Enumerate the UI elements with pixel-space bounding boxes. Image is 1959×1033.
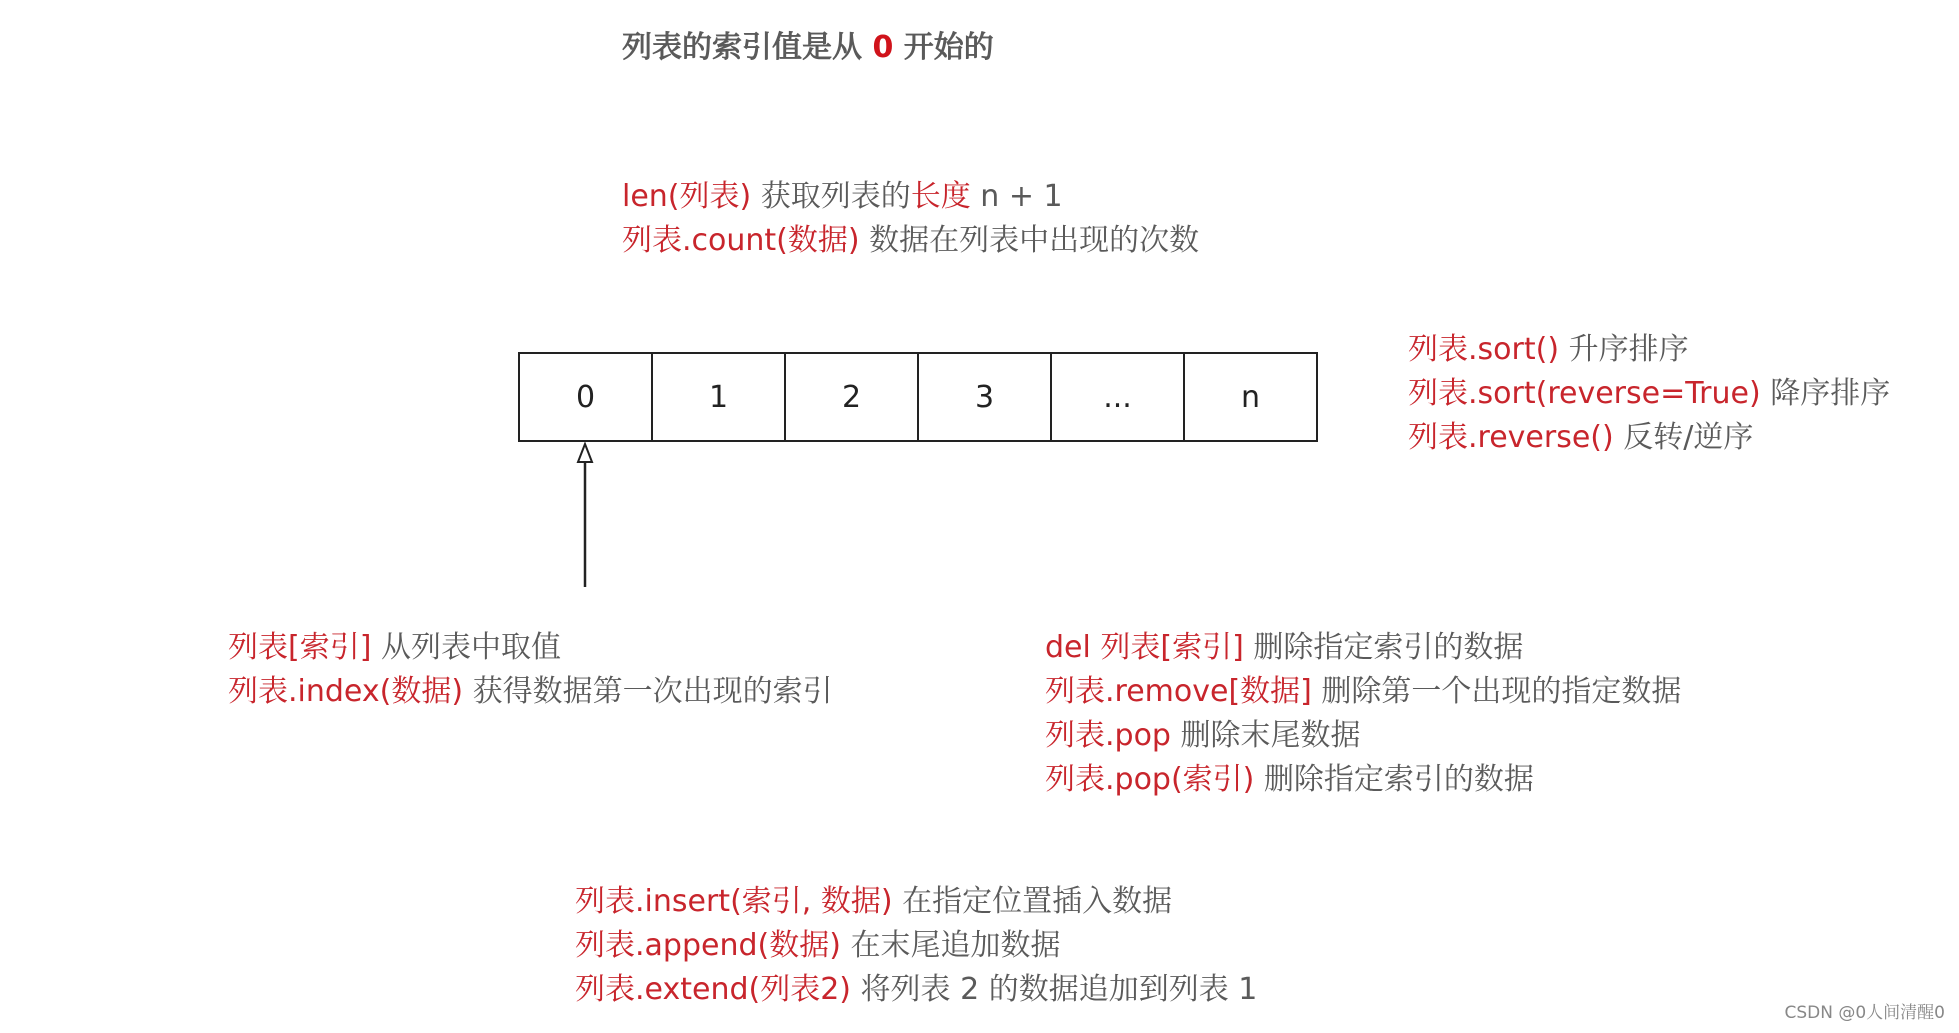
- array-cell: n: [1183, 352, 1318, 442]
- sort-note: [1408, 372, 1890, 416]
- insert-notes: [575, 880, 1257, 1012]
- note-code: 列表.remove[数据]: [1045, 674, 1312, 709]
- index-notes: [228, 626, 833, 714]
- note-code: len(列表): [622, 179, 752, 214]
- note-code: del 列表[索引]: [1045, 630, 1244, 665]
- note-desc: 删除末尾数据: [1170, 718, 1361, 753]
- count-note: [622, 219, 1199, 263]
- insert-note: [575, 968, 1257, 1012]
- array-cell: 2: [784, 352, 919, 442]
- note-desc: 反转/逆序: [1613, 420, 1754, 455]
- delete-note: [1045, 670, 1681, 714]
- note-code: 列表.insert(索引, 数据): [575, 884, 893, 919]
- note-desc: 将列表 2 的数据追加到列表 1: [851, 972, 1258, 1007]
- insert-note: [575, 880, 1257, 924]
- note-code: 列表[索引]: [228, 630, 372, 665]
- delete-notes: [1045, 626, 1681, 802]
- length-notes: [622, 175, 1199, 263]
- delete-note: [1045, 714, 1681, 758]
- note-code: 列表.extend(列表2): [575, 972, 851, 1007]
- sort-note: [1408, 416, 1890, 460]
- note-desc: 获取列表的: [751, 179, 911, 214]
- note-code: 长度: [910, 179, 971, 214]
- array-cell: 3: [917, 352, 1052, 442]
- title-suffix: 开始的: [893, 30, 994, 65]
- array-cell: 1: [651, 352, 786, 442]
- title-prefix: 列表的索引值是从: [622, 30, 873, 65]
- note-desc: 删除指定索引的数据: [1254, 762, 1534, 797]
- length-note: [622, 175, 1199, 219]
- delete-note: [1045, 626, 1681, 670]
- note-desc: 获得数据第一次出现的索引: [463, 674, 833, 709]
- array-cell: 0: [518, 352, 653, 442]
- note-code: 列表.append(数据): [575, 928, 841, 963]
- note-desc: 删除指定索引的数据: [1243, 630, 1524, 665]
- title-highlight: 0: [872, 30, 894, 65]
- insert-note: [575, 924, 1257, 968]
- index-note: [228, 626, 833, 670]
- array-cell: ...: [1050, 352, 1185, 442]
- note-code: 列表.count(数据): [622, 223, 860, 258]
- note-code: 列表.reverse(): [1408, 420, 1614, 455]
- delete-note: [1045, 758, 1681, 802]
- note-code: 列表.index(数据): [228, 674, 464, 709]
- watermark: CSDN @0人间清醒0: [1784, 1003, 1945, 1023]
- note-code: 列表.pop(索引): [1045, 762, 1255, 797]
- note-code: 列表.sort(): [1408, 332, 1560, 367]
- note-desc: 删除第一个出现的指定数据: [1311, 674, 1682, 709]
- index-note: [228, 670, 833, 714]
- index-arrow: [570, 442, 600, 587]
- note-desc: 在指定位置插入数据: [892, 884, 1173, 919]
- note-code: 列表.sort(reverse=True): [1408, 376, 1761, 411]
- note-desc: 升序排序: [1559, 332, 1689, 367]
- sort-note: [1408, 328, 1890, 372]
- note-desc: n + 1: [970, 179, 1063, 214]
- note-desc: 降序排序: [1760, 376, 1891, 411]
- sort-notes: [1408, 328, 1890, 460]
- note-code: 列表.pop: [1045, 718, 1171, 753]
- note-desc: 从列表中取值: [371, 630, 561, 665]
- list-array: [518, 352, 1318, 442]
- diagram-title: [622, 22, 994, 66]
- note-desc: 在末尾追加数据: [840, 928, 1061, 963]
- note-desc: 数据在列表中出现的次数: [859, 223, 1200, 258]
